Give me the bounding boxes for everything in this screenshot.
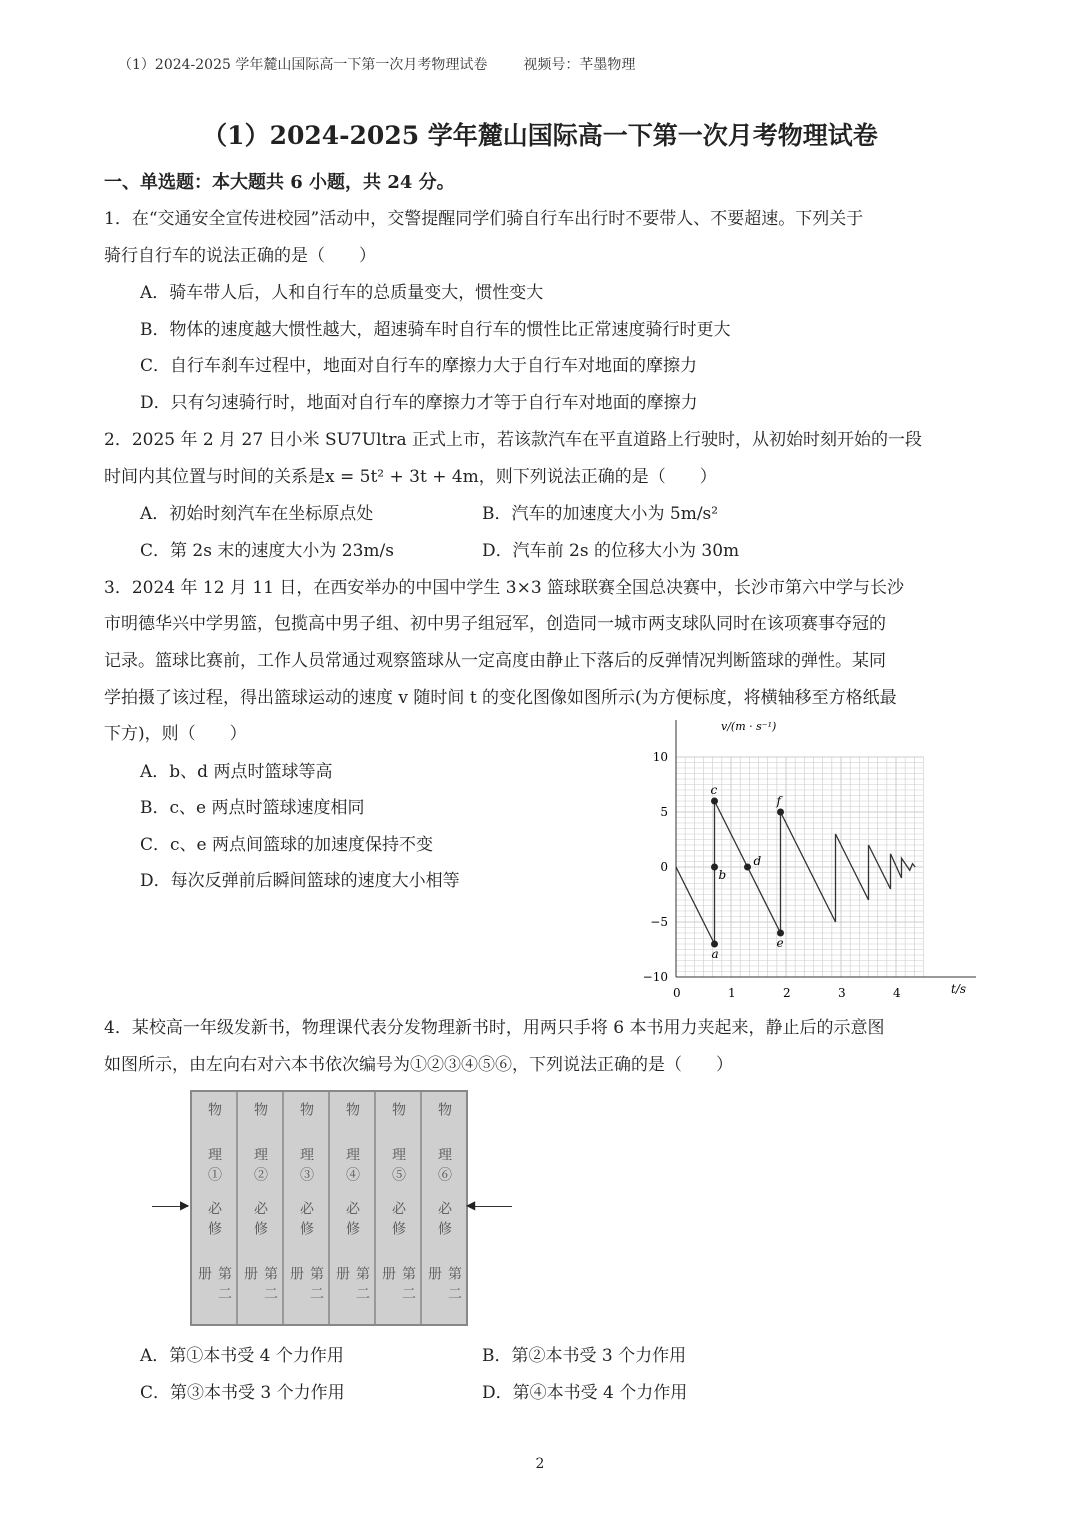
q4-text: 如图所示，由左向右对六本书依次编号为①②③④⑤⑥，下列说法正确的是（ ） — [104, 1055, 733, 1075]
y-axis-label: v/(m · s⁻¹) — [721, 720, 777, 733]
point-label-d: d — [753, 854, 762, 868]
point-label-c: c — [710, 783, 718, 797]
q2-option-d: D．汽车前 2s 的位移大小为 30m — [482, 541, 740, 561]
book-text: 必修 — [436, 1201, 452, 1242]
book-text: 必修 — [206, 1201, 222, 1242]
q4-option-d: D．第④本书受 4 个力作用 — [482, 1383, 688, 1403]
book-text: 物 — [252, 1102, 268, 1122]
q4-option-c: C．第③本书受 3 个力作用 — [140, 1383, 345, 1403]
book-text: 第二册 — [426, 1265, 462, 1306]
arrowhead-icon: ▶ — [180, 1198, 190, 1212]
q2-option-b: B．汽车的加速度大小为 5m/s² — [482, 504, 719, 524]
x-tick-label: 4 — [893, 986, 901, 1000]
y-tick-label: 5 — [660, 805, 668, 819]
point-c — [711, 798, 718, 805]
point-f — [777, 809, 784, 816]
book-text: 必修 — [344, 1201, 360, 1242]
point-d — [744, 864, 751, 871]
book-text: 必修 — [252, 1201, 268, 1242]
book-text: 物 — [390, 1102, 406, 1122]
book-text: 第二册 — [242, 1265, 278, 1306]
q1-text: 骑行自行车的说法正确的是（ ） — [104, 246, 376, 266]
point-label-b: b — [718, 868, 727, 882]
q4-text: 4．某校高一年级发新书，物理课代表分发物理新书时，用两只手将 6 本书用力夹起来，静止后的示意图 — [104, 1018, 885, 1038]
book-spine — [422, 1092, 466, 1324]
page-number: 2 — [535, 1456, 545, 1472]
page-title: （1）2024-2025 学年麓山国际高一下第一次月考物理试卷 — [202, 121, 878, 150]
book-text: 理⑥ — [436, 1146, 452, 1187]
arrowhead-icon: ◀ — [466, 1198, 476, 1212]
book-text: 物 — [298, 1102, 314, 1122]
book-spine — [238, 1092, 284, 1324]
q4-option-b: B．第②本书受 3 个力作用 — [482, 1346, 687, 1366]
book-spine — [330, 1092, 376, 1324]
book-text: 物 — [436, 1102, 452, 1122]
q4-option-a: A．第①本书受 4 个力作用 — [140, 1346, 344, 1366]
book-text: 理④ — [344, 1146, 360, 1187]
book-text: 第二册 — [288, 1265, 324, 1306]
header-title: （1）2024-2025 学年麓山国际高一下第一次月考物理试卷 — [118, 57, 488, 73]
q3-option-a: A．b、d 两点时篮球等高 — [140, 762, 333, 782]
x-tick-label: 2 — [783, 986, 791, 1000]
header-channel: 视频号：芊墨物理 — [523, 57, 636, 73]
book-text: 理③ — [298, 1146, 314, 1187]
q3-text: 市明德华兴中学男篮，包揽高中男子组、初中男子组冠军，创造同一城市两支球队同时在该项赛事夺冠的 — [104, 614, 886, 634]
q3-option-b: B．c、e 两点时篮球速度相同 — [140, 798, 365, 818]
q3-text: 下方)，则（ ） — [104, 724, 247, 744]
q1-option-d: D．只有匀速骑行时，地面对自行车的摩擦力才等于自行车对地面的摩擦力 — [140, 393, 698, 413]
book-spine — [284, 1092, 330, 1324]
q2-option-c: C．第 2s 末的速度大小为 23m/s — [140, 541, 394, 561]
y-tick-label: −5 — [650, 915, 668, 929]
point-label-a: a — [711, 947, 719, 961]
velocity-time-graph — [640, 712, 980, 1002]
point-label-f: f — [776, 794, 781, 808]
q3-text: 学拍摄了该过程，得出篮球运动的速度 v 随时间 t 的变化图像如图所示(为方便标度，将横轴移至方格纸最 — [104, 688, 897, 708]
q3-option-d: D．每次反弹前后瞬间篮球的速度大小相等 — [140, 871, 460, 891]
x-axis-label: t/s — [951, 982, 967, 996]
x-tick-label: 3 — [838, 986, 846, 1000]
x-tick-label: 1 — [728, 986, 736, 1000]
x-tick-label: 0 — [673, 986, 681, 1000]
q1-option-c: C．自行车刹车过程中，地面对自行车的摩擦力大于自行车对地面的摩擦力 — [140, 356, 698, 376]
book-spine — [376, 1092, 422, 1324]
q2-option-a: A．初始时刻汽车在坐标原点处 — [140, 504, 374, 524]
q3-option-c: C．c、e 两点间篮球的加速度保持不变 — [140, 835, 433, 855]
y-tick-label: −10 — [642, 970, 668, 984]
book-text: 第二册 — [380, 1265, 416, 1306]
book-text: 第二册 — [334, 1265, 370, 1306]
book-text: 物 — [344, 1102, 360, 1122]
q1-text: 1．在“交通安全宣传进校园”活动中，交警提醒同学们骑自行车出行时不要带人、不要超速。下列关于 — [104, 209, 864, 229]
q3-text: 3．2024 年 12 月 11 日，在西安举办的中国中学生 3×3 篮球联赛全国总决赛中，长沙市第六中学与长沙 — [104, 578, 905, 598]
point-b — [711, 864, 718, 871]
book-text: 理⑤ — [390, 1146, 406, 1187]
q2-text: 时间内其位置与时间的关系是x = 5t² + 3t + 4m，则下列说法正确的是（ ） — [104, 467, 717, 487]
y-tick-label: 0 — [660, 860, 668, 874]
q3-text: 记录。篮球比赛前，工作人员常通过观察篮球从一定高度由静止下落后的反弹情况判断篮球的弹性。某同 — [104, 651, 886, 671]
q1-option-a: A．骑车带人后，人和自行车的总质量变大，惯性变大 — [140, 283, 544, 303]
book-text: 理① — [206, 1146, 222, 1187]
book-text: 物 — [206, 1102, 222, 1122]
book-text: 必修 — [298, 1201, 314, 1242]
section-heading: 一、单选题：本大题共 6 小题，共 24 分。 — [104, 172, 455, 193]
book-spine — [192, 1092, 238, 1324]
q1-option-b: B．物体的速度越大惯性越大，超速骑车时自行车的惯性比正常速度骑行时更大 — [140, 320, 731, 340]
book-text: 必修 — [390, 1201, 406, 1242]
point-label-e: e — [776, 936, 784, 950]
book-text: 第二册 — [196, 1265, 232, 1306]
q2-text: 2．2025 年 2 月 27 日小米 SU7Ultra 正式上市，若该款汽车在平直道路上行驶时，从初始时刻开始的一段 — [104, 430, 922, 450]
books-figure — [190, 1090, 468, 1326]
y-tick-label: 10 — [652, 750, 668, 764]
running-header — [118, 54, 671, 74]
book-text: 理② — [252, 1146, 268, 1187]
